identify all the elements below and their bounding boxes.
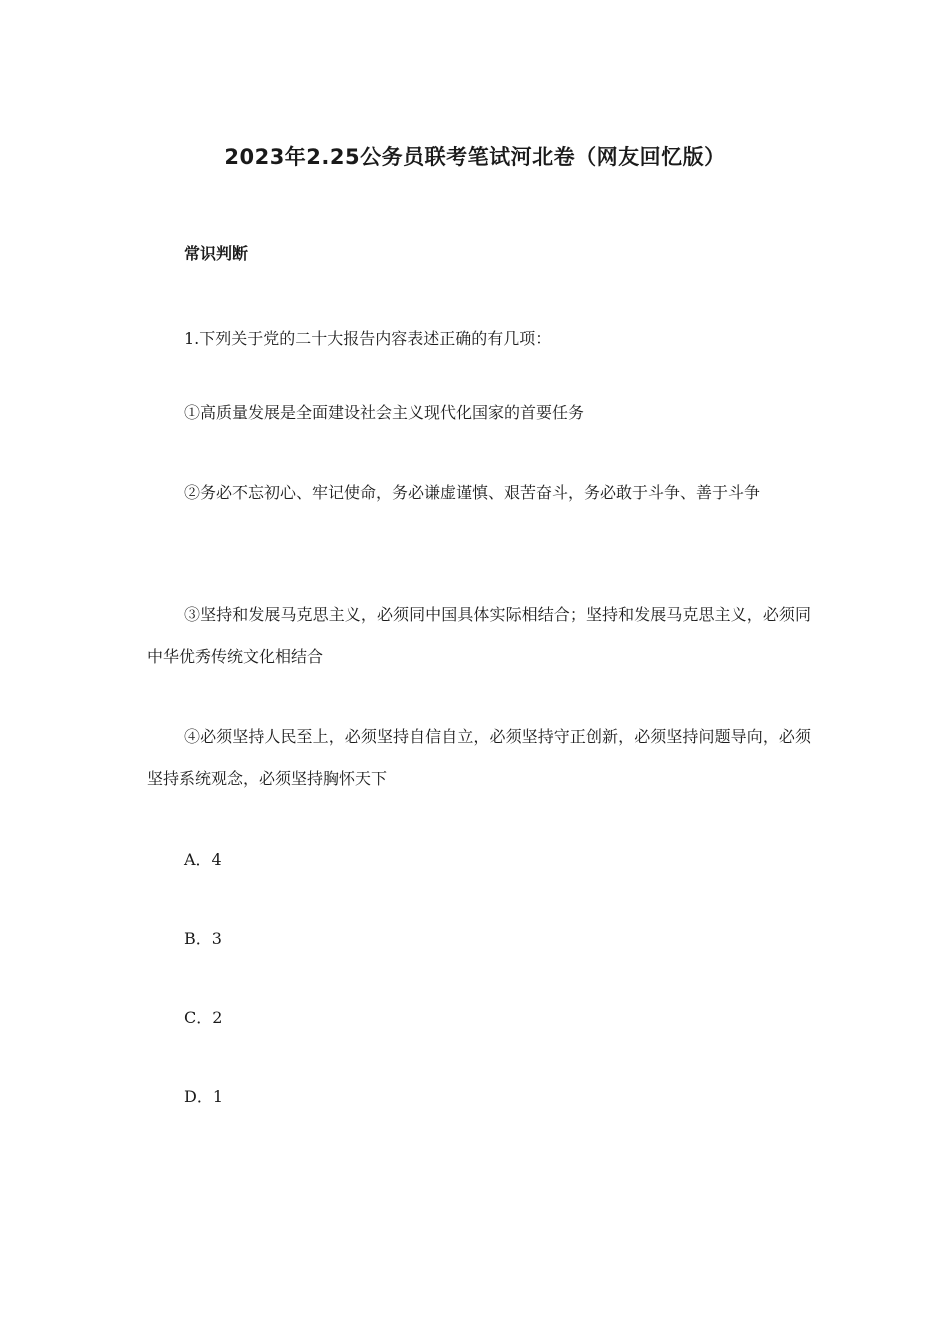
section-heading: 常识判断 <box>184 244 249 263</box>
option-d: D．1 <box>184 1087 224 1106</box>
statement-2: ②务必不忘初心、牢记使命，务必谦虚谨慎、艰苦奋斗，务必敢于斗争、善于斗争 <box>184 483 761 502</box>
question-stem: 1.下列关于党的二十大报告内容表述正确的有几项： <box>184 329 552 348</box>
document-title: 2023年2.25公务员联考笔试河北卷（网友回忆版） <box>224 145 726 169</box>
statement-3: ③坚持和发展马克思主义，必须同中国具体实际相结合；坚持和发展马克思主义，必须同中华优秀传统文化相结合 <box>147 605 811 666</box>
option-b: B．3 <box>184 929 222 948</box>
statement-4: ④必须坚持人民至上，必须坚持自信自立，必须坚持守正创新，必须坚持问题导向，必须坚持系统观念，必须坚持胸怀天下 <box>147 727 811 788</box>
statement-1: ①高质量发展是全面建设社会主义现代化国家的首要任务 <box>184 403 585 422</box>
option-c: C．2 <box>184 1008 223 1027</box>
option-a: A．4 <box>184 850 222 869</box>
